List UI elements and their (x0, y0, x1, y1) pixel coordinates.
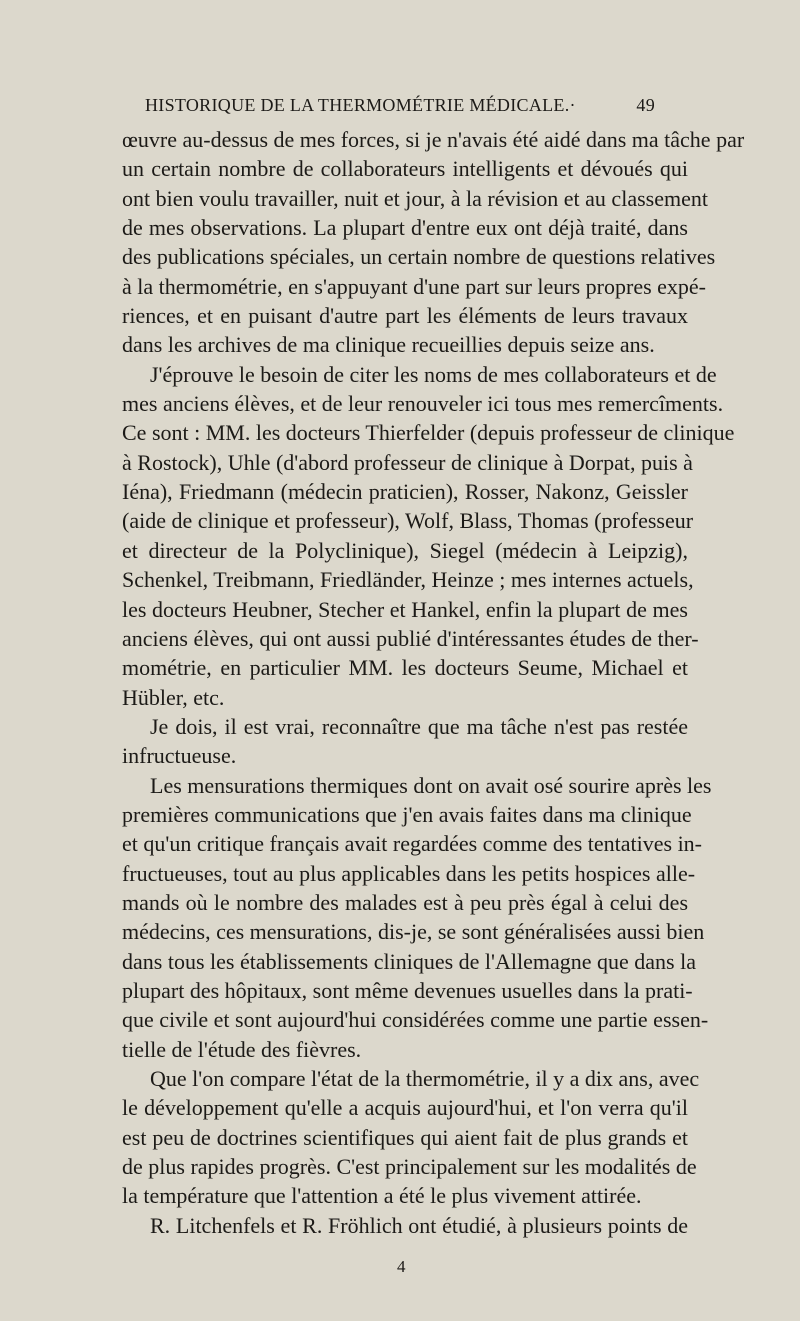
running-header (145, 95, 655, 125)
text-line: (aide de clinique et professeur), Wolf, Blass, Thomas (professeur (122, 508, 694, 534)
text-line: et qu'un critique français avait regardées comme des tentatives in- (122, 831, 703, 857)
paragraph-start: Les mensurations thermiques dont on avait osé sourire après les (150, 772, 712, 798)
text-line: riences, et en puisant d'autre part les éléments de leurs travaux (122, 303, 688, 329)
text-line: infructueuse. (122, 743, 237, 769)
text-line: le développement qu'elle a acquis aujourd'hui, et l'on verra qu'il (122, 1095, 688, 1121)
text-line: œuvre au-dessus de mes forces, si je n'avais été aidé dans ma tâche par (122, 127, 745, 152)
signature-mark: 4 (397, 1257, 406, 1276)
text-line: de plus rapides progrès. C'est principalement sur les modalités de (122, 1154, 697, 1180)
text-line: dans tous les établissements cliniques de l'Allemagne que dans la (122, 948, 696, 974)
text-line: Iéna), Friedmann (médecin praticien), Rosser, Nakonz, Geissler (122, 479, 688, 505)
paragraph-start: R. Litchenfels et R. Fröhlich ont étudié, à plusieurs points de (150, 1212, 688, 1238)
paragraph-start: J'éprouve le besoin de citer les noms de mes collaborateurs et de (150, 361, 717, 387)
body-text (122, 125, 745, 1240)
text-line: anciens élèves, qui ont aussi publié d'intéressantes études de ther- (122, 625, 699, 651)
paragraph-start: Que l'on compare l'état de la thermométrie, il y a dix ans, avec (150, 1066, 700, 1091)
running-title: HISTORIQUE DE LA THERMOMÉTRIE MÉDICALE.· (145, 95, 576, 115)
text-line: Schenkel, Treibmann, Friedländer, Heinze ; mes internes actuels, (122, 567, 694, 593)
text-line: est peu de doctrines scientifiques qui aient fait de plus grands et (122, 1124, 688, 1150)
text-line: à Rostock), Uhle (d'abord professeur de clinique à Dorpat, puis à (122, 449, 693, 475)
text-line: dans les archives de ma clinique recueillies depuis seize ans. (122, 332, 655, 358)
text-line: plupart des hôpitaux, sont même devenues usuelles dans la prati- (122, 977, 693, 1003)
text-line: ont bien voulu travailler, nuit et jour, à la révision et au classement (122, 185, 708, 211)
text-line: Hübler, etc. (122, 684, 225, 710)
text-line: des publications spéciales, un certain nombre de questions relatives (122, 244, 716, 270)
text-line: Ce sont : MM. les docteurs Thierfelder (depuis professeur de clinique (122, 420, 735, 446)
text-line: fructueuses, tout au plus applicables dans les petits hospices alle- (122, 860, 696, 886)
page-number: 49 (636, 95, 655, 115)
text-line: mes anciens élèves, et de leur renouveler ici tous mes remercîments. (122, 391, 724, 417)
text-line: un certain nombre de collaborateurs intelligents et dévoués qui (122, 156, 688, 182)
text-line: que civile et sont aujourd'hui considérées comme une partie essen- (122, 1007, 709, 1033)
text-line: tielle de l'étude des fièvres. (122, 1036, 362, 1062)
text-line: médecins, ces mensurations, dis-je, se sont généralisées aussi bien (122, 919, 705, 945)
text-line: premières communications que j'en avais faites dans ma clinique (122, 801, 692, 827)
text-line: les docteurs Heubner, Stecher et Hankel, enfin la plupart de mes (122, 596, 688, 622)
text-line: la température que l'attention a été le plus vivement attirée. (122, 1183, 642, 1209)
text-line: de mes observations. La plupart d'entre eux ont déjà traité, dans (122, 215, 688, 241)
text-line: mométrie, en particulier MM. les docteurs Seume, Michael et (122, 655, 688, 681)
text-line: et directeur de la Polyclinique), Siegel (médecin à Leipzig), (122, 537, 688, 563)
paragraph-start: Je dois, il est vrai, reconnaître que ma tâche n'est pas restée (150, 713, 688, 739)
text-line: mands où le nombre des malades est à peu près égal à celui des (122, 889, 688, 915)
text-line: à la thermométrie, en s'appuyant d'une part sur leurs propres expé- (122, 273, 706, 299)
